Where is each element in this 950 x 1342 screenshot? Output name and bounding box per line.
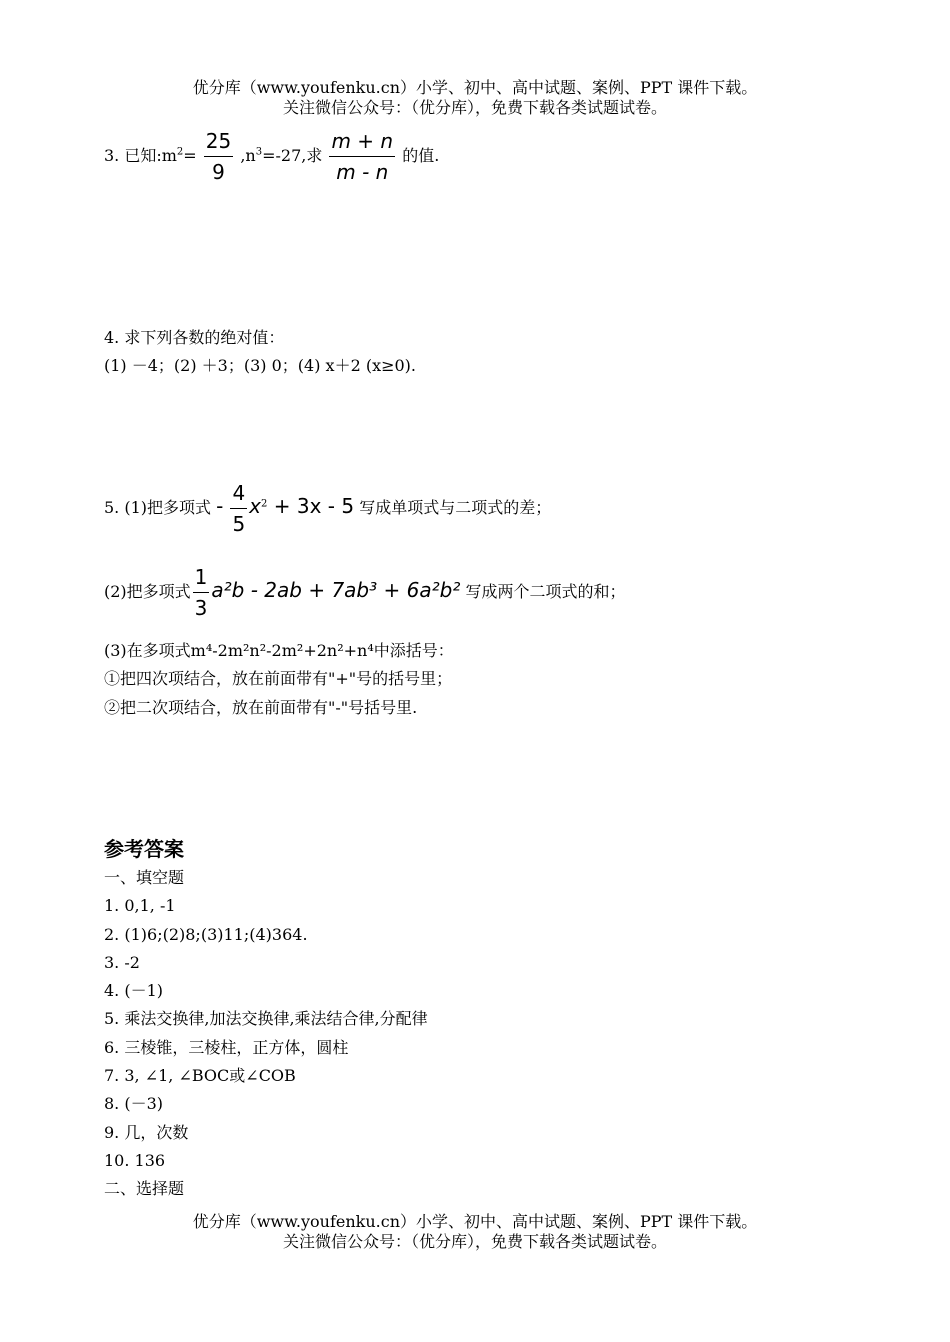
answers-heading: 参考答案: [104, 837, 184, 861]
answers-section-1: 一、填空题: [104, 868, 185, 887]
footer-line-1: 优分库（www.youfenku.cn）小学、初中、高中试题、案例、PPT 课件下载。: [192, 1212, 758, 1231]
q5-p1-minus: -: [216, 494, 224, 518]
question-5-part-3: (3)在多项式m⁴-2m²n²-2m²+2n²+n⁴中添括号：: [104, 641, 454, 660]
q5-p1-rest: + 3x - 5: [267, 494, 355, 518]
answer-item: 5. 乘法交换律,加法交换律,乘法结合律,分配律: [104, 1009, 428, 1028]
q3-fraction-mn: [329, 130, 395, 183]
q3-suffix: 的值.: [402, 146, 440, 165]
question-5-part-1: [104, 466, 551, 548]
q5-p2-suffix: 写成两个二项式的和；: [465, 582, 626, 601]
answers-section-2: 二、选择题: [104, 1179, 185, 1198]
q5-p1-prefix: 5. (1)把多项式: [104, 498, 212, 517]
q3-exp-2: 2: [176, 146, 184, 158]
page-footer: [0, 1212, 950, 1252]
q5-p2-frac-numerator: 1: [193, 566, 210, 593]
answer-item: 10. 136: [104, 1151, 166, 1170]
answer-item: 1. 0,1, -1: [104, 896, 176, 915]
header-line-1: 优分库（www.youfenku.cn）小学、初中、高中试题、案例、PPT 课件下载。: [192, 78, 758, 97]
q3-frac2-numerator: m + n: [329, 130, 395, 157]
answer-item: 2. (1)6;(2)8;(3)11;(4)364.: [104, 925, 308, 944]
q3-exp-3: 3: [255, 146, 263, 158]
q5-p1-frac-denominator: 5: [232, 512, 246, 536]
q5-p1-frac-numerator: 4: [230, 482, 247, 509]
q3-frac-numerator: 25: [204, 130, 233, 157]
q5-p2-prefix: (2)把多项式: [104, 582, 191, 601]
q3-mid-2: =-27,求: [262, 146, 323, 165]
q3-frac-denominator: 9: [212, 160, 225, 184]
answer-item: 3. -2: [104, 953, 140, 972]
question-5-part-3a: ①把四次项结合，放在前面带有"+"号的括号里；: [104, 669, 453, 688]
q5-p2-polynomial: a²b - 2ab + 7ab³ + 6a²b²: [211, 578, 461, 602]
question-4-items: (1) －4；(2) ＋3；(3) 0；(4) x＋2 (x≥0).: [104, 356, 417, 375]
footer-line-2: 关注微信公众号：（优分库），免费下载各类试题试卷。: [282, 1232, 667, 1251]
q5-p2-fraction: [193, 566, 210, 619]
q3-fraction-25-9: [204, 130, 233, 183]
q3-equals: =: [183, 146, 197, 165]
q3-prefix: 3. 已知:m: [104, 146, 177, 165]
q5-p1-suffix: 写成单项式与二项式的差；: [359, 498, 552, 517]
answer-item: 9. 几，次数: [104, 1123, 189, 1142]
question-3: [104, 126, 439, 186]
q5-p1-fraction: [230, 482, 247, 535]
answer-item: 4. (－1): [104, 981, 164, 1000]
header-line-2: 关注微信公众号：（优分库），免费下载各类试题试卷。: [282, 98, 667, 117]
question-4-title: 4. 求下列各数的绝对值：: [104, 328, 285, 347]
answer-item: 6. 三棱锥，三棱柱，正方体，圆柱: [104, 1038, 349, 1057]
q5-p1-exp: 2: [261, 498, 268, 510]
q3-mid: ,n: [240, 146, 256, 165]
question-5-part-3b: ②把二次项结合，放在前面带有"-"号括号里.: [104, 698, 418, 717]
question-5-part-2: [104, 550, 625, 632]
q5-p1-x: x: [249, 494, 262, 518]
page-header: [0, 78, 950, 118]
q3-frac2-denominator: m - n: [336, 160, 389, 184]
answer-item: 8. (－3): [104, 1094, 164, 1113]
q5-p2-frac-denominator: 3: [194, 596, 208, 620]
answer-item: 7. 3, ∠1, ∠BOC或∠COB: [104, 1066, 296, 1085]
